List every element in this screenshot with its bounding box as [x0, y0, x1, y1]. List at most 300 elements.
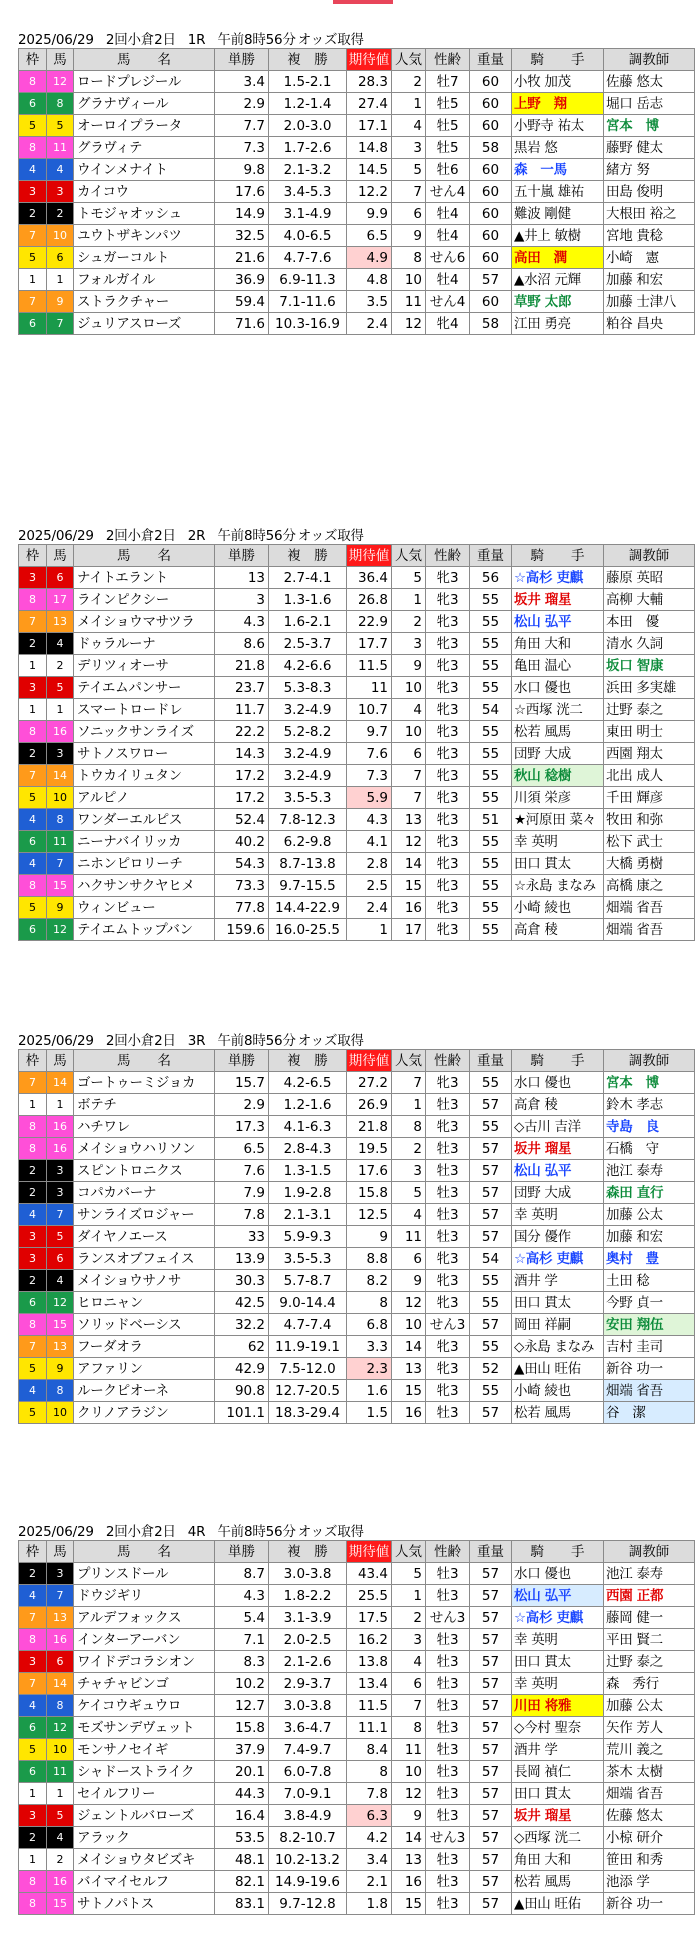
cell-waku: 7 — [19, 611, 47, 633]
cell-uma: 14 — [47, 1673, 74, 1695]
cell-name: グラナヴィール — [74, 93, 215, 115]
cell-pop: 11 — [392, 1226, 426, 1248]
cell-name: ランスオブフェイス — [74, 1248, 215, 1270]
cell-win: 12.7 — [215, 1695, 269, 1717]
cell-pop: 13 — [392, 809, 426, 831]
cell-win: 2.9 — [215, 1094, 269, 1116]
cell-exp: 3.3 — [347, 1336, 392, 1358]
cell-age: 牝3 — [426, 1248, 470, 1270]
cell-uma: 3 — [47, 1160, 74, 1182]
cell-name: ウィンビュー — [74, 897, 215, 919]
table-row[interactable] — [19, 93, 695, 115]
cell-exp: 15.8 — [347, 1182, 392, 1204]
cell-name: メイショウタビズキ — [74, 1849, 215, 1871]
cell-win: 5.4 — [215, 1607, 269, 1629]
table-row[interactable] — [19, 1248, 695, 1270]
cell-jockey: 岡田 祥嗣 — [512, 1314, 604, 1336]
cell-wt: 60 — [470, 115, 512, 137]
cell-jockey: 高田 潤 — [512, 247, 604, 269]
cell-name: グラヴィテ — [74, 137, 215, 159]
table-row[interactable] — [19, 655, 695, 677]
cell-age: 牝3 — [426, 809, 470, 831]
cell-waku: 6 — [19, 313, 47, 335]
cell-place: 7.8-12.3 — [269, 809, 347, 831]
cell-jockey: 松山 弘平 — [512, 611, 604, 633]
cell-wt: 57 — [470, 1314, 512, 1336]
table-row[interactable] — [19, 1783, 695, 1805]
cell-name: トモジャオッシュ — [74, 203, 215, 225]
cell-name: ソニックサンライズ — [74, 721, 215, 743]
header-name: 馬 名 — [74, 1050, 215, 1072]
table-row[interactable] — [19, 1629, 695, 1651]
cell-jockey: 幸 英明 — [512, 1673, 604, 1695]
cell-place: 2.9-3.7 — [269, 1673, 347, 1695]
table-row[interactable] — [19, 1739, 695, 1761]
cell-place: 1.2-1.6 — [269, 1094, 347, 1116]
cell-pop: 10 — [392, 677, 426, 699]
cell-exp: 8 — [347, 1761, 392, 1783]
cell-win: 13.9 — [215, 1248, 269, 1270]
cell-pop: 4 — [392, 699, 426, 721]
table-row[interactable] — [19, 919, 695, 941]
race-title-time: 午前8時56分 — [217, 528, 296, 544]
cell-waku: 2 — [19, 1182, 47, 1204]
cell-exp: 25.5 — [347, 1585, 392, 1607]
cell-uma: 11 — [47, 831, 74, 853]
cell-win: 54.3 — [215, 853, 269, 875]
header-place: 複 勝 — [269, 1541, 347, 1563]
table-row[interactable] — [19, 831, 695, 853]
cell-name: テイエムパンサー — [74, 677, 215, 699]
table-row[interactable] — [19, 313, 695, 335]
cell-exp: 4.9 — [347, 247, 392, 269]
cell-place: 6.0-7.8 — [269, 1761, 347, 1783]
cell-name: スマートロードレ — [74, 699, 215, 721]
table-row[interactable] — [19, 1871, 695, 1893]
cell-waku: 3 — [19, 1805, 47, 1827]
cell-exp: 2.8 — [347, 853, 392, 875]
race-title — [18, 1033, 694, 1049]
cell-exp: 11 — [347, 677, 392, 699]
table-row[interactable] — [19, 1761, 695, 1783]
table-row[interactable] — [19, 611, 695, 633]
table-row[interactable] — [19, 1805, 695, 1827]
cell-name: ジェントルバローズ — [74, 1805, 215, 1827]
cell-waku: 7 — [19, 1072, 47, 1094]
cell-place: 6.9-11.3 — [269, 269, 347, 291]
cell-name: テイエムトップバン — [74, 919, 215, 941]
table-row[interactable] — [19, 1160, 695, 1182]
cell-win: 21.6 — [215, 247, 269, 269]
cell-name: サトノパトス — [74, 1893, 215, 1915]
cell-uma: 16 — [47, 1629, 74, 1651]
cell-name: モズサンデヴェット — [74, 1717, 215, 1739]
table-row[interactable] — [19, 1094, 695, 1116]
cell-win: 17.6 — [215, 181, 269, 203]
cell-waku: 6 — [19, 831, 47, 853]
table-row[interactable] — [19, 897, 695, 919]
table-row[interactable] — [19, 291, 695, 313]
header-pop: 人気 — [392, 1050, 426, 1072]
cell-name: インターアーバン — [74, 1629, 215, 1651]
race-title-date: 2025/06/29 — [18, 1033, 94, 1049]
cell-exp: 13.8 — [347, 1651, 392, 1673]
table-row[interactable] — [19, 567, 695, 589]
cell-name: ハチワレ — [74, 1116, 215, 1138]
cell-trainer: 加藤 士津八 — [604, 291, 695, 313]
cell-pop: 5 — [392, 567, 426, 589]
cell-win: 15.8 — [215, 1717, 269, 1739]
cell-wt: 55 — [470, 875, 512, 897]
table-row[interactable] — [19, 1402, 695, 1424]
cell-place: 1.7-2.6 — [269, 137, 347, 159]
cell-place: 10.2-13.2 — [269, 1849, 347, 1871]
cell-waku: 4 — [19, 1380, 47, 1402]
cell-jockey: ☆西塚 洸二 — [512, 699, 604, 721]
header-pop: 人気 — [392, 545, 426, 567]
cell-wt: 60 — [470, 181, 512, 203]
cell-name: ニホンピロリーチ — [74, 853, 215, 875]
table-row[interactable] — [19, 1314, 695, 1336]
cell-place: 14.4-22.9 — [269, 897, 347, 919]
cell-age: 牡3 — [426, 1739, 470, 1761]
table-row[interactable] — [19, 1673, 695, 1695]
cell-age: 牡3 — [426, 1585, 470, 1607]
table-row[interactable] — [19, 1380, 695, 1402]
cell-uma: 10 — [47, 1402, 74, 1424]
cell-place: 8.7-13.8 — [269, 853, 347, 875]
table-row[interactable] — [19, 721, 695, 743]
race-title-label: オッズ取得 — [297, 1524, 364, 1540]
cell-win: 4.3 — [215, 1585, 269, 1607]
cell-waku: 7 — [19, 1607, 47, 1629]
cell-win: 40.2 — [215, 831, 269, 853]
cell-name: フーダオラ — [74, 1336, 215, 1358]
cell-wt: 57 — [470, 1607, 512, 1629]
cell-pop: 16 — [392, 897, 426, 919]
table-row[interactable] — [19, 159, 695, 181]
cell-name: ボテチ — [74, 1094, 215, 1116]
cell-uma: 8 — [47, 93, 74, 115]
cell-exp: 7.3 — [347, 765, 392, 787]
cell-uma: 13 — [47, 1336, 74, 1358]
cell-exp: 8.2 — [347, 1270, 392, 1292]
table-row[interactable] — [19, 699, 695, 721]
cell-wt: 57 — [470, 1673, 512, 1695]
table-row[interactable] — [19, 1116, 695, 1138]
table-row[interactable] — [19, 1138, 695, 1160]
cell-waku: 4 — [19, 809, 47, 831]
header-wt: 重量 — [470, 49, 512, 71]
cell-waku: 6 — [19, 93, 47, 115]
table-row[interactable] — [19, 225, 695, 247]
table-row[interactable] — [19, 1827, 695, 1849]
cell-pop: 13 — [392, 1849, 426, 1871]
cell-win: 73.3 — [215, 875, 269, 897]
table-row[interactable] — [19, 589, 695, 611]
table-row[interactable] — [19, 181, 695, 203]
cell-pop: 14 — [392, 1336, 426, 1358]
cell-wt: 55 — [470, 765, 512, 787]
table-row[interactable] — [19, 1849, 695, 1871]
cell-pop: 8 — [392, 1116, 426, 1138]
cell-pop: 16 — [392, 1871, 426, 1893]
cell-trainer: 加藤 公太 — [604, 1204, 695, 1226]
cell-age: 牡3 — [426, 1629, 470, 1651]
table-row[interactable] — [19, 1717, 695, 1739]
cell-win: 14.9 — [215, 203, 269, 225]
table-row[interactable] — [19, 71, 695, 93]
odds-table — [18, 544, 695, 941]
cell-jockey: ◇古川 吉洋 — [512, 1116, 604, 1138]
table-row[interactable] — [19, 1358, 695, 1380]
cell-exp: 7.6 — [347, 743, 392, 765]
cell-jockey: 酒井 学 — [512, 1739, 604, 1761]
table-row[interactable] — [19, 1336, 695, 1358]
cell-place: 3.6-4.7 — [269, 1717, 347, 1739]
cell-exp: 27.4 — [347, 93, 392, 115]
cell-exp: 4.2 — [347, 1827, 392, 1849]
header-win: 単勝 — [215, 1050, 269, 1072]
table-row[interactable] — [19, 743, 695, 765]
table-row[interactable] — [19, 853, 695, 875]
race-section-1R — [18, 32, 694, 335]
cell-wt: 57 — [470, 1739, 512, 1761]
cell-jockey: 幸 英明 — [512, 831, 604, 853]
table-row[interactable] — [19, 1182, 695, 1204]
cell-place: 3.4-5.3 — [269, 181, 347, 203]
table-row[interactable] — [19, 1270, 695, 1292]
table-row[interactable] — [19, 809, 695, 831]
cell-win: 13 — [215, 567, 269, 589]
cell-pop: 2 — [392, 1138, 426, 1160]
cell-uma: 4 — [47, 633, 74, 655]
cell-age: 牝3 — [426, 1380, 470, 1402]
cell-name: メイショウハリソン — [74, 1138, 215, 1160]
table-row[interactable] — [19, 269, 695, 291]
cell-pop: 16 — [392, 1402, 426, 1424]
cell-trainer: 粕谷 昌央 — [604, 313, 695, 335]
cell-uma: 6 — [47, 247, 74, 269]
cell-uma: 3 — [47, 181, 74, 203]
cell-wt: 57 — [470, 1783, 512, 1805]
table-row[interactable] — [19, 247, 695, 269]
cell-wt: 57 — [470, 1182, 512, 1204]
header-waku: 枠 — [19, 1050, 47, 1072]
cell-uma: 3 — [47, 1182, 74, 1204]
table-row[interactable] — [19, 1292, 695, 1314]
cell-trainer: 池江 泰寿 — [604, 1160, 695, 1182]
cell-uma: 8 — [47, 1695, 74, 1717]
cell-pop: 11 — [392, 291, 426, 313]
cell-jockey: 五十嵐 雄祐 — [512, 181, 604, 203]
cell-name: スピントロニクス — [74, 1160, 215, 1182]
cell-name: シュガーコルト — [74, 247, 215, 269]
cell-waku: 7 — [19, 1673, 47, 1695]
cell-age: 牡3 — [426, 1871, 470, 1893]
header-uma: 馬 — [47, 49, 74, 71]
cell-pop: 4 — [392, 115, 426, 137]
cell-win: 53.5 — [215, 1827, 269, 1849]
cell-exp: 8.8 — [347, 1248, 392, 1270]
cell-waku: 8 — [19, 1314, 47, 1336]
cell-waku: 2 — [19, 633, 47, 655]
cell-place: 4.1-6.3 — [269, 1116, 347, 1138]
cell-place: 18.3-29.4 — [269, 1402, 347, 1424]
cell-wt: 57 — [470, 1226, 512, 1248]
header-pop: 人気 — [392, 49, 426, 71]
cell-wt: 55 — [470, 677, 512, 699]
cell-uma: 9 — [47, 291, 74, 313]
cell-trainer: 石橋 守 — [604, 1138, 695, 1160]
cell-waku: 6 — [19, 1717, 47, 1739]
table-row[interactable] — [19, 1651, 695, 1673]
cell-waku: 8 — [19, 71, 47, 93]
cell-pop: 11 — [392, 1739, 426, 1761]
cell-trainer: 高橋 康之 — [604, 875, 695, 897]
cell-jockey: 田口 貫太 — [512, 1651, 604, 1673]
race-title-meeting: 2回小倉2日 — [105, 32, 176, 48]
cell-waku: 2 — [19, 1827, 47, 1849]
cell-exp: 22.9 — [347, 611, 392, 633]
cell-waku: 5 — [19, 787, 47, 809]
cell-uma: 12 — [47, 919, 74, 941]
cell-trainer: 鈴木 孝志 — [604, 1094, 695, 1116]
cell-wt: 60 — [470, 203, 512, 225]
cell-trainer: 池江 泰寿 — [604, 1563, 695, 1585]
cell-age: 牡4 — [426, 225, 470, 247]
table-row[interactable] — [19, 1563, 695, 1585]
cell-name: ロードプレジール — [74, 71, 215, 93]
table-row[interactable] — [19, 1226, 695, 1248]
cell-wt: 56 — [470, 567, 512, 589]
table-row[interactable] — [19, 1695, 695, 1717]
cell-pop: 8 — [392, 247, 426, 269]
header-wt: 重量 — [470, 1050, 512, 1072]
cell-jockey: 坂井 瑠星 — [512, 589, 604, 611]
cell-trainer: 新谷 功一 — [604, 1893, 695, 1915]
cell-exp: 3.4 — [347, 1849, 392, 1871]
cell-waku: 8 — [19, 589, 47, 611]
cell-trainer: 小崎 憲 — [604, 247, 695, 269]
table-row[interactable] — [19, 875, 695, 897]
cell-win: 11.7 — [215, 699, 269, 721]
cell-trainer: 佐藤 悠太 — [604, 1805, 695, 1827]
cell-waku: 1 — [19, 269, 47, 291]
cell-uma: 9 — [47, 1358, 74, 1380]
cell-win: 42.5 — [215, 1292, 269, 1314]
cell-uma: 8 — [47, 1380, 74, 1402]
cell-pop: 4 — [392, 1204, 426, 1226]
cell-age: 牝3 — [426, 1336, 470, 1358]
table-row[interactable] — [19, 115, 695, 137]
cell-uma: 2 — [47, 655, 74, 677]
cell-name: サトノスワロー — [74, 743, 215, 765]
cell-wt: 55 — [470, 1270, 512, 1292]
header-name: 馬 名 — [74, 1541, 215, 1563]
cell-trainer: 寺島 良 — [604, 1116, 695, 1138]
table-row[interactable] — [19, 1893, 695, 1915]
cell-exp: 4.1 — [347, 831, 392, 853]
cell-uma: 7 — [47, 313, 74, 335]
cell-age: 牡3 — [426, 1094, 470, 1116]
cell-waku: 6 — [19, 919, 47, 941]
table-row[interactable] — [19, 1072, 695, 1094]
cell-uma: 16 — [47, 721, 74, 743]
cell-wt: 57 — [470, 1871, 512, 1893]
table-row[interactable] — [19, 1585, 695, 1607]
table-row[interactable] — [19, 203, 695, 225]
cell-wt: 55 — [470, 1380, 512, 1402]
header-win: 単勝 — [215, 49, 269, 71]
cell-place: 3.0-3.8 — [269, 1695, 347, 1717]
header-exp: 期待値 — [347, 545, 392, 567]
cell-age: 牝3 — [426, 721, 470, 743]
cell-waku: 2 — [19, 1270, 47, 1292]
race-title — [18, 1524, 694, 1540]
table-row[interactable] — [19, 677, 695, 699]
cell-exp: 9.7 — [347, 721, 392, 743]
cell-exp: 19.5 — [347, 1138, 392, 1160]
cell-exp: 28.3 — [347, 71, 392, 93]
race-title-time: 午前8時56分 — [217, 1524, 296, 1540]
table-row[interactable] — [19, 137, 695, 159]
cell-uma: 15 — [47, 1893, 74, 1915]
cell-trainer: 大橋 勇樹 — [604, 853, 695, 875]
cell-name: デリツィオーサ — [74, 655, 215, 677]
table-row[interactable] — [19, 1204, 695, 1226]
cell-exp: 17.7 — [347, 633, 392, 655]
cell-uma: 10 — [47, 787, 74, 809]
cell-waku: 6 — [19, 1292, 47, 1314]
table-row[interactable] — [19, 633, 695, 655]
cell-age: 牡3 — [426, 1695, 470, 1717]
race-title-time: 午前8時56分 — [217, 32, 296, 48]
cell-waku: 1 — [19, 699, 47, 721]
table-row[interactable] — [19, 787, 695, 809]
cell-jockey: 長岡 禎仁 — [512, 1761, 604, 1783]
cell-win: 20.1 — [215, 1761, 269, 1783]
cell-name: アファリン — [74, 1358, 215, 1380]
cell-win: 101.1 — [215, 1402, 269, 1424]
cell-exp: 3.5 — [347, 291, 392, 313]
table-row[interactable] — [19, 765, 695, 787]
cell-place: 4.2-6.6 — [269, 655, 347, 677]
race-section-4R — [18, 1524, 694, 1915]
cell-waku: 8 — [19, 1116, 47, 1138]
cell-exp: 6.3 — [347, 1805, 392, 1827]
cell-jockey: 角田 大和 — [512, 1849, 604, 1871]
cell-age: 牡3 — [426, 1651, 470, 1673]
cell-win: 8.3 — [215, 1651, 269, 1673]
cell-wt: 60 — [470, 225, 512, 247]
cell-uma: 12 — [47, 71, 74, 93]
cell-jockey: 松若 風馬 — [512, 721, 604, 743]
cell-exp: 13.4 — [347, 1673, 392, 1695]
cell-wt: 55 — [470, 721, 512, 743]
odds-table — [18, 1049, 695, 1424]
cell-wt: 57 — [470, 1138, 512, 1160]
cell-trainer: 藤原 英昭 — [604, 567, 695, 589]
cell-wt: 55 — [470, 589, 512, 611]
cell-trainer: 平田 賢二 — [604, 1629, 695, 1651]
cell-waku: 1 — [19, 1783, 47, 1805]
header-age: 性齢 — [426, 1050, 470, 1072]
cell-win: 62 — [215, 1336, 269, 1358]
cell-age: 牝3 — [426, 589, 470, 611]
table-row[interactable] — [19, 1607, 695, 1629]
cell-place: 4.2-6.5 — [269, 1072, 347, 1094]
